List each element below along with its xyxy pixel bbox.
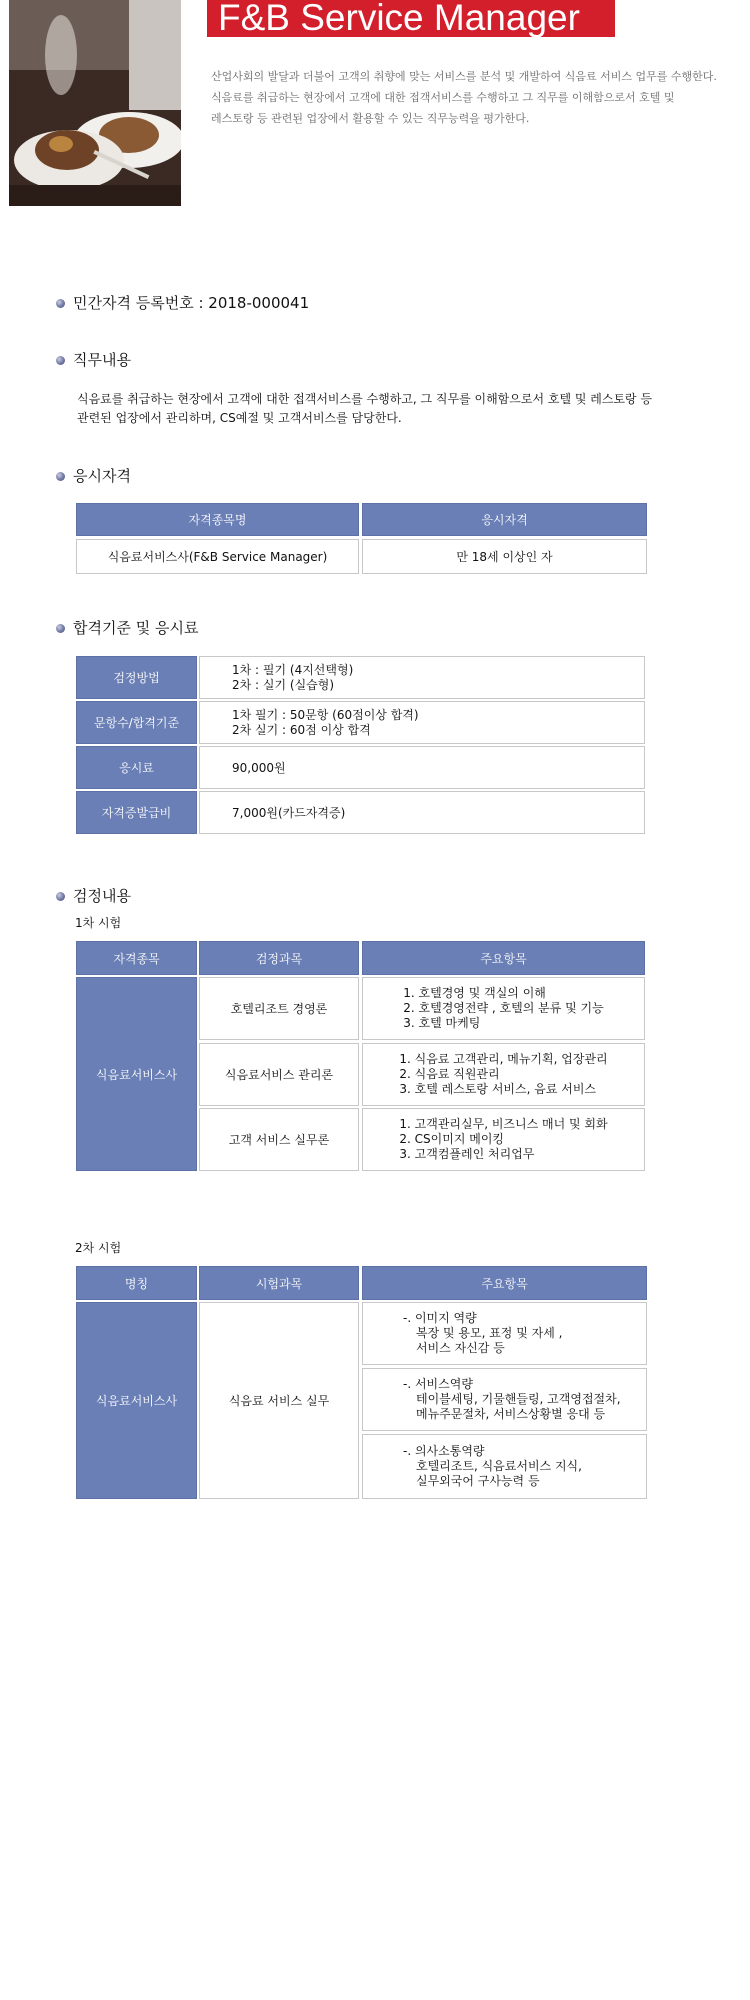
second-exam-subtitle: 2차 시험 [75, 1241, 122, 1255]
criteria-label-cert-fee: 자격증발급비 [76, 791, 197, 834]
second-header-subject: 시험과목 [199, 1266, 359, 1300]
circle-bullet-icon [56, 356, 65, 365]
criteria-line: 90,000원 [232, 761, 286, 775]
first-subject-cell: 식음료서비스 관리론 [199, 1043, 359, 1106]
first-exam-subtitle: 1차 시험 [75, 916, 122, 930]
criteria-value-method [199, 656, 645, 699]
list-item: 3. 고객컴플레인 처리업무 [399, 1147, 535, 1161]
list-item: 2. 호텔경영전략 , 호텔의 분류 및 기능 [403, 1001, 604, 1015]
intro-line: 산업사회의 발달과 더불어 고객의 취향에 맞는 서비스를 분석 및 개발하여 식음료 서비스 업무를 수행한다. [211, 70, 717, 83]
first-items-cell [362, 1043, 645, 1106]
first-header-subject: 검정과목 [199, 941, 359, 975]
criteria-line: 7,000원(카드자격증) [232, 806, 346, 820]
circle-bullet-icon [56, 624, 65, 633]
criteria-label-fee: 응시료 [76, 746, 197, 789]
second-header-items: 주요항목 [362, 1266, 647, 1300]
first-subject-cell: 고객 서비스 실무론 [199, 1108, 359, 1171]
section-title-exam: 검정내용 [73, 887, 131, 905]
section-title-eligibility: 응시자격 [73, 467, 131, 485]
eligibility-header-qual: 응시자격 [362, 503, 647, 536]
list-item: 복장 및 용모, 표정 및 자세 , [416, 1326, 563, 1340]
criteria-value-fee [199, 746, 645, 789]
first-header-category: 자격종목 [76, 941, 197, 975]
intro-line: 레스토랑 등 관련된 업장에서 활용할 수 있는 직무능력을 평가한다. [211, 112, 530, 125]
list-item: 1. 호텔경영 및 객실의 이해 [403, 986, 546, 1000]
section-title-duty: 직무내용 [73, 351, 131, 369]
page-title: F&B Service Manager [207, 0, 615, 37]
second-subject-cell: 식음료 서비스 실무 [199, 1302, 359, 1499]
list-item: 테이블세팅, 기물핸들링, 고객영접절차, [416, 1392, 621, 1406]
list-item: 실무외국어 구사능력 등 [416, 1474, 540, 1488]
first-subject-cell: 호텔리조트 경영론 [199, 977, 359, 1040]
eligibility-cell-qual: 만 18세 이상인 자 [362, 539, 647, 574]
duty-description [77, 390, 737, 428]
criteria-label-method: 검정방법 [76, 656, 197, 699]
eligibility-cell-name: 식음료서비스사(F&B Service Manager) [76, 539, 359, 574]
second-items-cell [362, 1302, 647, 1365]
list-item: 메뉴주문절차, 서비스상황별 응대 등 [416, 1407, 606, 1421]
duty-line: 식음료를 취급하는 현장에서 고객에 대한 접객서비스를 수행하고, 그 직무를 이해함으로서 호텔 및 레스토랑 등 [77, 392, 653, 406]
list-item: 3. 호텔 마케팅 [403, 1016, 481, 1030]
second-category-cell: 식음료서비스사 [76, 1302, 197, 1499]
list-item: 호텔리조트, 식음료서비스 지식, [416, 1459, 582, 1473]
criteria-line: 1차 필기 : 50문항 (60점이상 합격) [232, 707, 419, 722]
criteria-value-cert-fee [199, 791, 645, 834]
list-item: 1. 식음료 고객관리, 메뉴기획, 업장관리 [399, 1052, 608, 1066]
second-items-cell [362, 1434, 647, 1499]
eligibility-header-name: 자격종목명 [76, 503, 359, 536]
intro-line: 식음료를 취급하는 현장에서 고객에 대한 접객서비스를 수행하고 그 직무를 이해함으로서 호텔 및 [211, 91, 675, 104]
list-item: -. 서비스역량 [403, 1377, 473, 1391]
circle-bullet-icon [56, 472, 65, 481]
first-header-items: 주요항목 [362, 941, 645, 975]
list-item: -. 의사소통역량 [403, 1444, 485, 1458]
list-item: 2. 식음료 직원관리 [399, 1067, 500, 1081]
duty-line: 관련된 업장에서 관리하며, CS예절 및 고객서비스를 담당한다. [77, 411, 402, 425]
criteria-line: 2차 : 실기 (실습형) [232, 677, 335, 692]
list-item: 3. 호텔 레스토랑 서비스, 음료 서비스 [399, 1082, 597, 1096]
criteria-line: 2차 실기 : 60점 이상 합격 [232, 722, 371, 737]
first-items-cell [362, 1108, 645, 1171]
list-item: 서비스 자신감 등 [416, 1341, 505, 1355]
circle-bullet-icon [56, 892, 65, 901]
first-category-cell: 식음료서비스사 [76, 977, 197, 1171]
second-items-cell [362, 1368, 647, 1431]
section-title-criteria: 합격기준 및 응시료 [73, 619, 199, 637]
first-items-cell [362, 977, 645, 1040]
list-item: 1. 고객관리실무, 비즈니스 매너 및 회화 [399, 1117, 608, 1131]
circle-bullet-icon [56, 299, 65, 308]
header-photo [9, 0, 181, 206]
registration-number: 민간자격 등록번호 : 2018-000041 [73, 294, 310, 312]
list-item: -. 이미지 역량 [403, 1311, 477, 1325]
intro-text [211, 66, 746, 129]
criteria-line: 1차 : 필기 (4지선택형) [232, 662, 354, 677]
list-item: 2. CS이미지 메이킹 [399, 1132, 505, 1146]
criteria-value-passing [199, 701, 645, 744]
second-header-name: 명칭 [76, 1266, 197, 1300]
criteria-label-passing: 문항수/합격기준 [76, 701, 197, 744]
